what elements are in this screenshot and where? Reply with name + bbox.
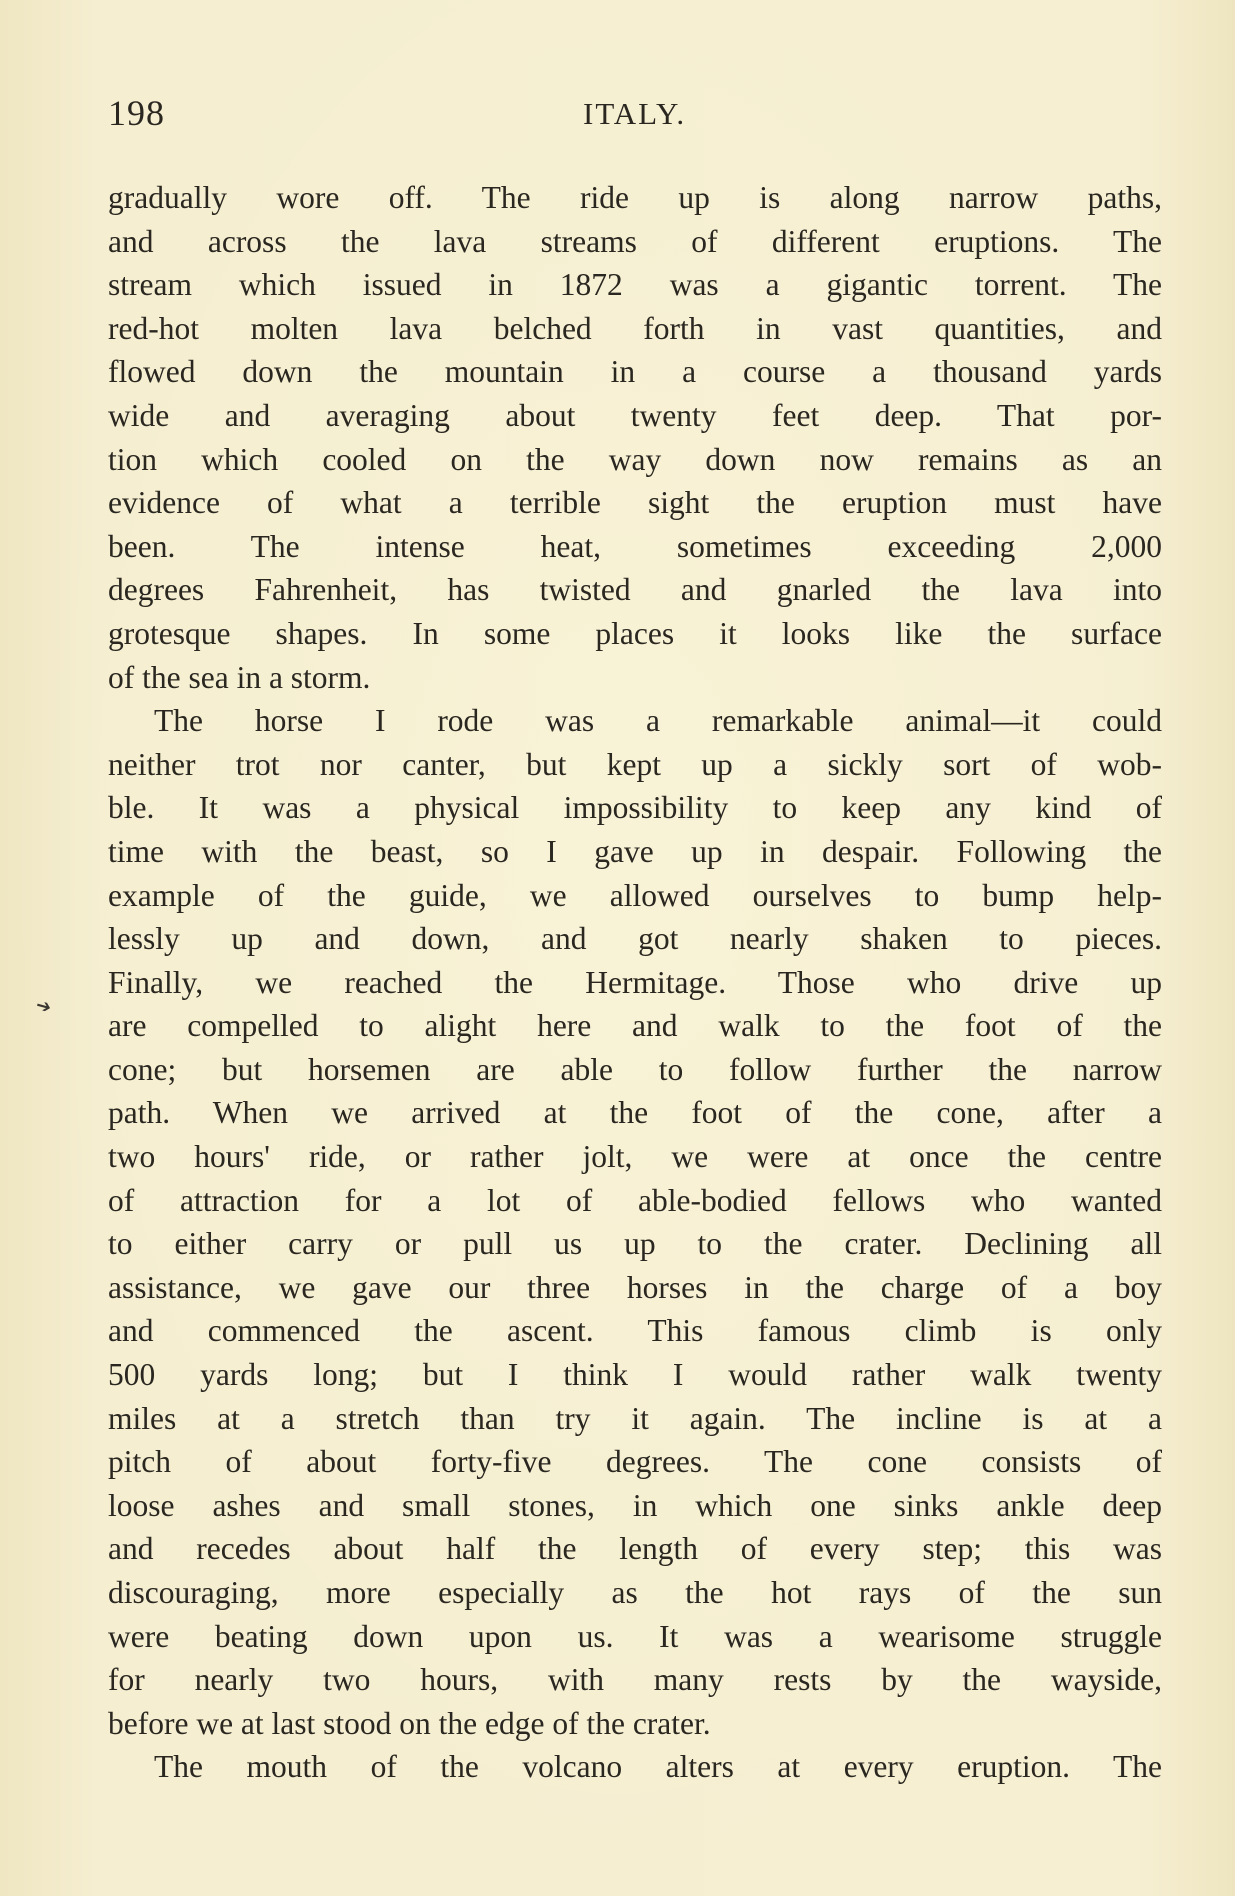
text-line: path. When we arrived at the foot of the cone, after a: [108, 1095, 1162, 1131]
text-line: evidence of what a terrible sight the eruption must have: [108, 485, 1162, 521]
page-header: [108, 92, 1162, 140]
text-line: and across the lava streams of different eruptions. The: [108, 223, 1162, 259]
body-text: [108, 176, 1162, 1789]
text-line: cone; but horsemen are able to follow further the narrow: [108, 1051, 1162, 1087]
text-line: for nearly two hours, with many rests by the wayside,: [108, 1662, 1162, 1698]
text-line: discouraging, more especially as the hot rays of the sun: [108, 1575, 1162, 1610]
running-title: ITALY.: [583, 96, 687, 131]
text-line: of attraction for a lot of able-bodied fellows who wanted: [108, 1182, 1162, 1218]
text-line: been. The intense heat, sometimes exceeding 2,000: [108, 528, 1162, 564]
text-line: 500 yards long; but I think I would rather walk twenty: [108, 1357, 1162, 1393]
text-line: before we at last stood on the edge of the crater.: [108, 1705, 711, 1741]
text-line: of the sea in a storm.: [108, 659, 371, 695]
text-line: lessly up and down, and got nearly shaken to pieces.: [108, 921, 1162, 957]
text-line: are compelled to alight here and walk to the foot of the: [108, 1008, 1162, 1044]
text-line: pitch of about forty-five degrees. The cone consists of: [108, 1444, 1162, 1480]
text-line: stream which issued in 1872 was a gigantic torrent. The: [108, 267, 1162, 303]
text-line: assistance, we gave our three horses in the charge of a boy: [108, 1269, 1162, 1305]
text-line: time with the beast, so I gave up in despair. Following the: [108, 833, 1162, 869]
paragraph-start-line: The mouth of the volcano alters at every eruption. The: [154, 1749, 1162, 1785]
text-line: Finally, we reached the Hermitage. Those who drive up: [108, 964, 1162, 1000]
text-line: to either carry or pull us up to the crater. Declining all: [108, 1226, 1162, 1262]
text-line: gradually wore off. The ride up is along narrow paths,: [108, 180, 1162, 215]
text-line: neither trot nor canter, but kept up a sickly sort of wob-: [108, 746, 1162, 782]
text-line: flowed down the mountain in a course a thousand yards: [108, 354, 1162, 390]
margin-arrow-icon: ➔: [33, 994, 54, 1019]
text-line: example of the guide, we allowed ourselves to bump help-: [108, 877, 1162, 913]
text-line: and commenced the ascent. This famous climb is only: [108, 1313, 1162, 1349]
text-line: ble. It was a physical impossibility to keep any kind of: [108, 790, 1162, 826]
text-line: loose ashes and small stones, in which one sinks ankle deep: [108, 1487, 1162, 1523]
text-line: and recedes about half the length of every step; this was: [108, 1531, 1162, 1567]
page-number: 198: [108, 93, 165, 133]
text-line: two hours' ride, or rather jolt, we were at once the centre: [108, 1139, 1162, 1175]
paragraph-start-line: The horse I rode was a remarkable animal—it could: [154, 703, 1162, 739]
text-line: grotesque shapes. In some places it looks like the surface: [108, 615, 1162, 651]
text-line: degrees Fahrenheit, has twisted and gnarled the lava into: [108, 572, 1162, 608]
text-line: tion which cooled on the way down now remains as an: [108, 441, 1162, 477]
text-line: miles at a stretch than try it again. The incline is at a: [108, 1400, 1162, 1436]
text-line: red-hot molten lava belched forth in vast quantities, and: [108, 310, 1162, 346]
text-line: were beating down upon us. It was a wearisome struggle: [108, 1618, 1162, 1654]
text-line: wide and averaging about twenty feet deep. That por-: [108, 397, 1162, 433]
